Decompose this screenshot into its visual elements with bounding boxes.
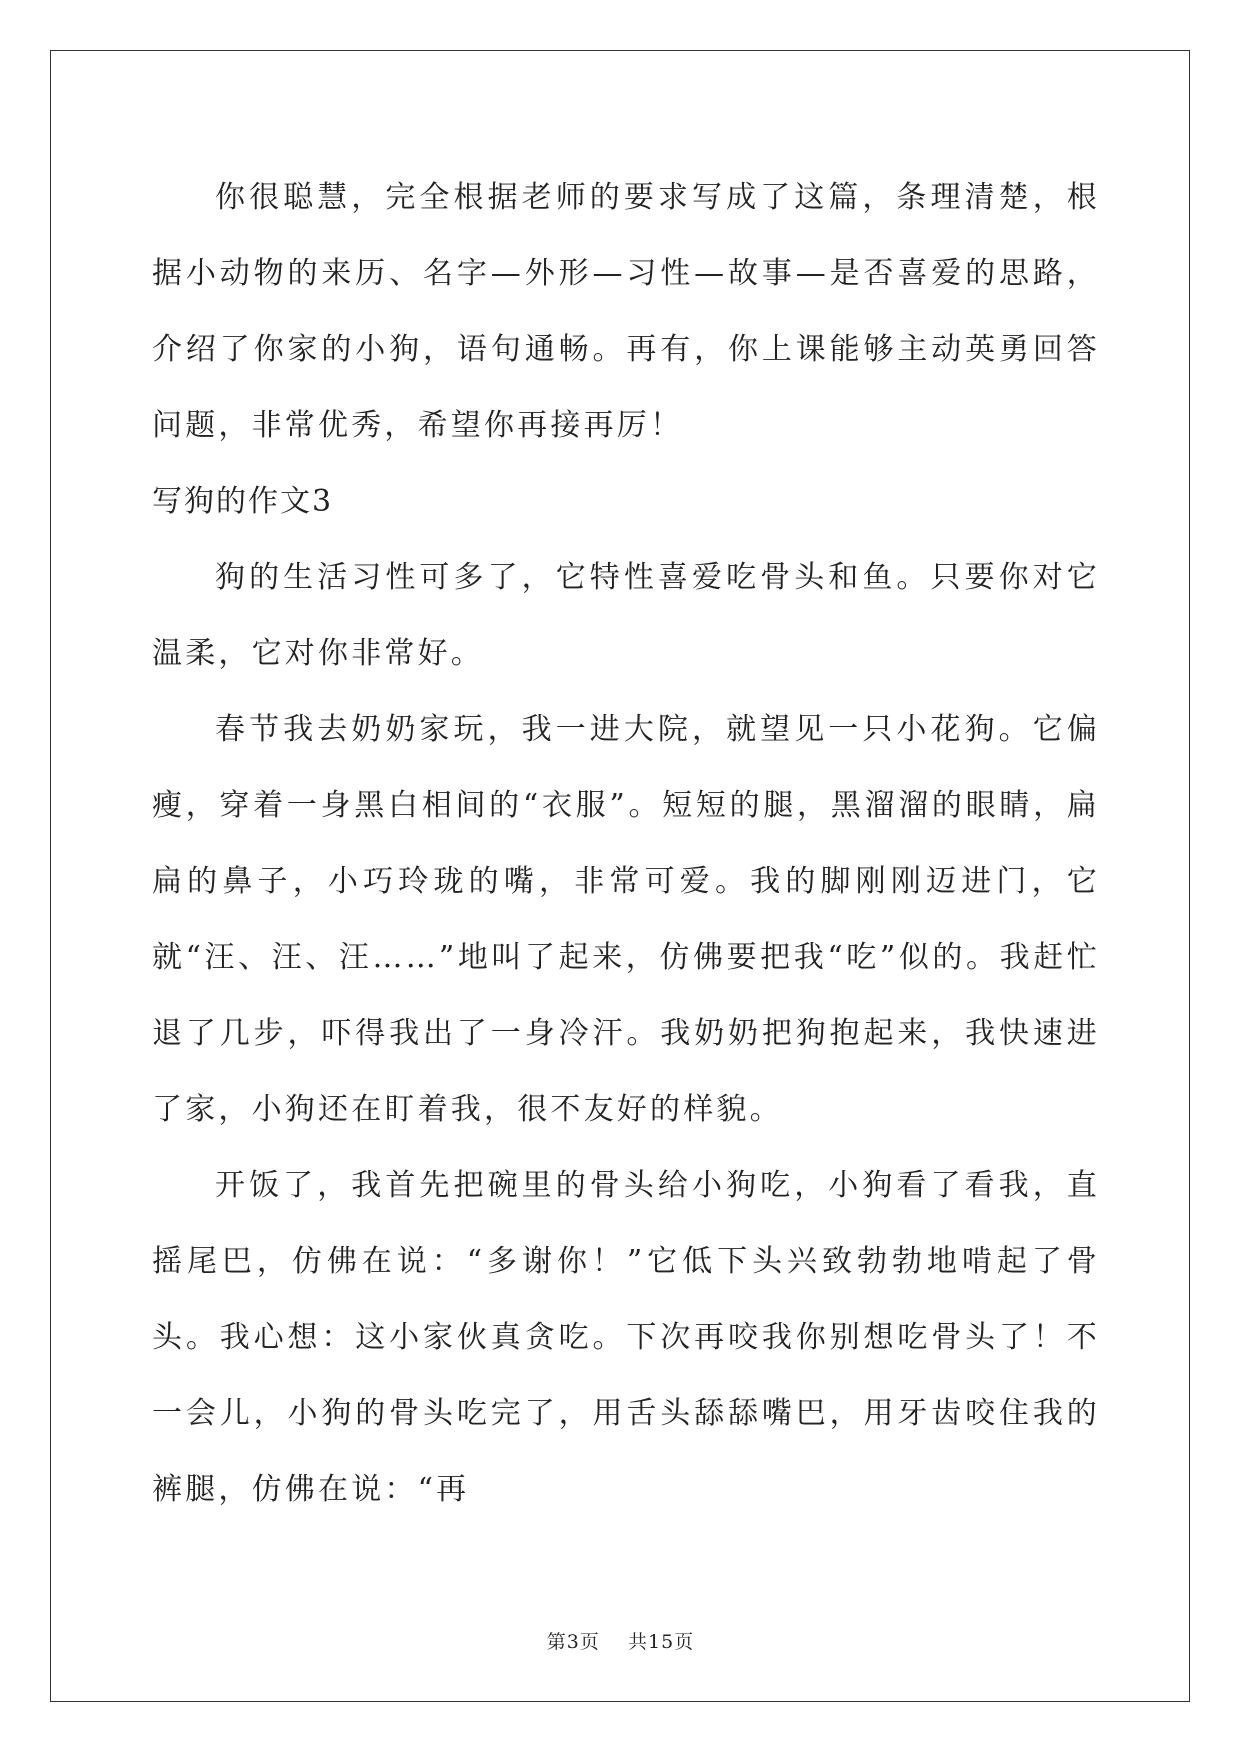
section-heading: 写狗的作文3 [152,484,334,519]
paragraph-teacher-comment: 你很聪慧，完全根据老师的要求写成了这篇，条理清楚，根据小动物的来历、名字—外形—习性—故事—是否喜爱的思路，介绍了你家的小狗，语句通畅。再有，你上课能够主动英勇回答问题，非常优秀，希望你再接再厉！ [152,180,1100,443]
document-body [152,160,1100,1528]
page-total: 共15页 [628,1631,695,1653]
paragraph-spring-festival: 春节我去奶奶家玩，我一进大院，就望见一只小花狗。它偏瘦，穿着一身黑白相间的“衣服”。短短的腿，黑溜溜的眼睛，扁扁的鼻子，小巧玲珑的嘴，非常可爱。我的脚刚刚迈进门，它就“汪、汪、汪……”地叫了起来，仿佛要把我“吃”似的。我赶忙退了几步，吓得我出了一身冷汗。我奶奶把狗抱起来，我快速进了家，小狗还在盯着我，很不友好的样貌。 [152,712,1100,1127]
paragraph-dog-habits: 狗的生活习性可多了，它特性喜爱吃骨头和鱼。只要你对它温柔，它对你非常好。 [152,560,1100,671]
page-number: 第3页 [546,1631,600,1653]
paragraph-mealtime: 开饭了，我首先把碗里的骨头给小狗吃，小狗看了看我，直摇尾巴，仿佛在说：“多谢你！”它低下头兴致勃勃地啃起了骨头。我心想：这小家伙真贪吃。下次再咬我你别想吃骨头了！不一会儿，小狗的骨头吃完了，用舌头舔舔嘴巴，用牙齿咬住我的裤腿，仿佛在说：“再 [152,1168,1100,1507]
page-footer [0,1627,1241,1654]
